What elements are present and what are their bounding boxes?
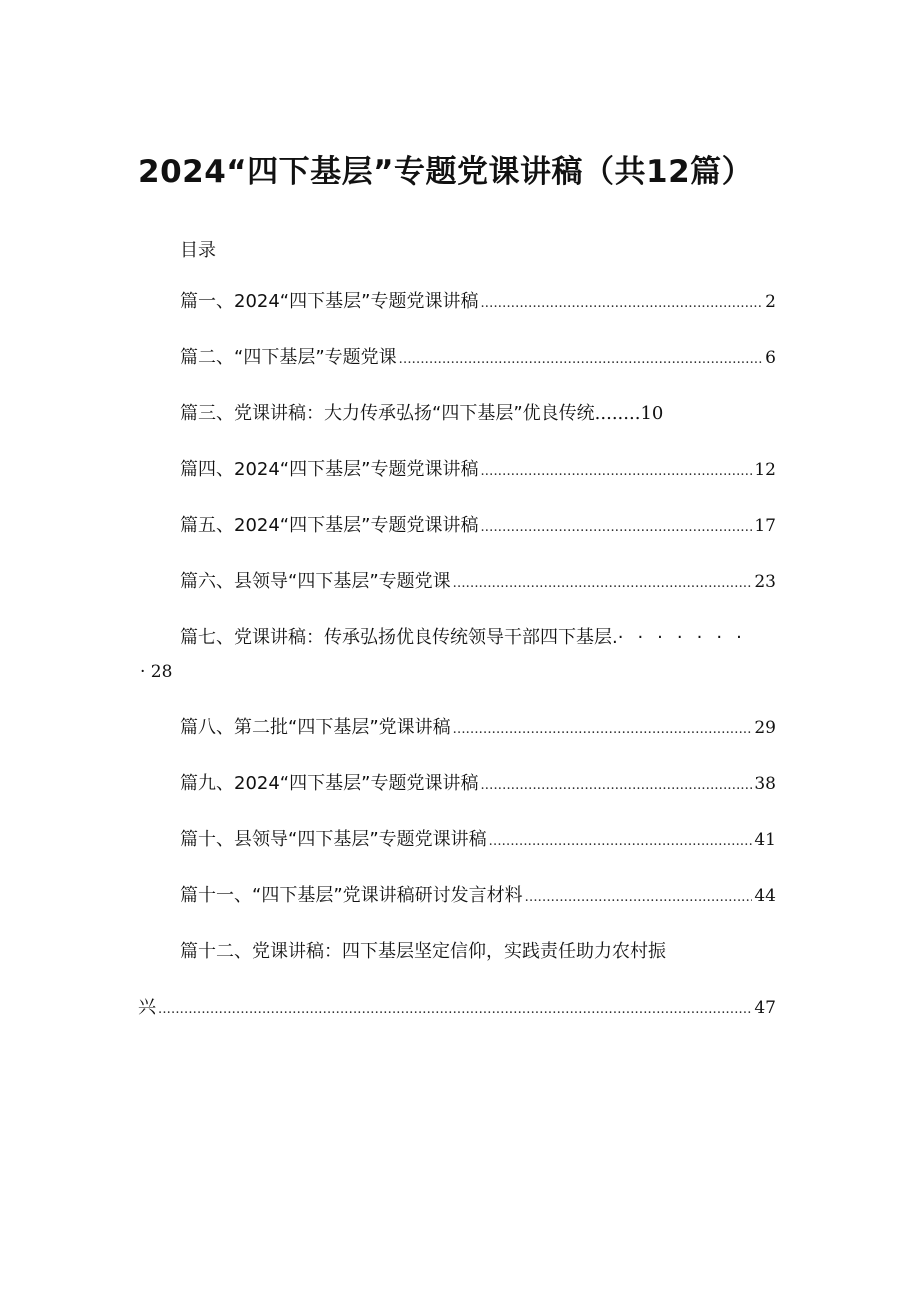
toc-entry[interactable] bbox=[180, 402, 663, 426]
toc-entry-page: 6 bbox=[765, 348, 776, 368]
toc-entry[interactable] bbox=[180, 884, 776, 910]
toc-entry[interactable] bbox=[180, 828, 776, 854]
toc-entry-title: 篇八、第二批“四下基层”党课讲稿 bbox=[180, 717, 451, 738]
toc-leader-dots bbox=[399, 348, 764, 372]
toc-entry-title[interactable]: 篇十二、党课讲稿：四下基层坚定信仰，实践责任助力农村振 bbox=[180, 941, 666, 962]
toc-entry-page: 44 bbox=[754, 886, 776, 906]
toc-entry-title: 篇一、2024“四下基层”专题党课讲稿 bbox=[180, 291, 479, 312]
toc-entry-title: 篇五、2024“四下基层”专题党课讲稿 bbox=[180, 515, 479, 536]
toc-entry-page: 47 bbox=[754, 998, 776, 1018]
toc-entry-title-continuation: 兴 bbox=[138, 997, 156, 1018]
toc-leader-dots bbox=[158, 998, 752, 1022]
toc-entry[interactable] bbox=[180, 458, 776, 484]
toc-entry-page: 38 bbox=[754, 774, 776, 794]
toc-heading: 目录 bbox=[180, 240, 216, 261]
toc-entry-page: 17 bbox=[754, 516, 776, 536]
toc-leader-dots: ······· bbox=[617, 627, 756, 648]
toc-entry-page: 2 bbox=[765, 292, 776, 312]
toc-leader-dots bbox=[453, 572, 753, 596]
toc-leader-dots bbox=[480, 774, 752, 798]
toc-entry[interactable] bbox=[180, 626, 756, 650]
toc-entry-page: 29 bbox=[754, 718, 776, 738]
toc-entry-page: 10 bbox=[640, 403, 664, 424]
toc-entry-title: 篇九、2024“四下基层”专题党课讲稿 bbox=[180, 773, 479, 794]
toc-entry-page: 23 bbox=[754, 572, 776, 592]
toc-entry[interactable] bbox=[180, 716, 776, 742]
toc-entry-title: 篇六、县领导“四下基层”专题党课 bbox=[180, 571, 451, 592]
toc-entry[interactable] bbox=[180, 346, 776, 372]
toc-leader-dots bbox=[480, 292, 763, 316]
toc-leader-dots bbox=[525, 886, 753, 910]
toc-entry-page: 12 bbox=[754, 460, 776, 480]
toc-entry-continuation[interactable] bbox=[138, 996, 776, 1022]
toc-leader-dots bbox=[480, 460, 752, 484]
toc-entry-title: 篇二、“四下基层”专题党课 bbox=[180, 347, 397, 368]
toc-entry-title: 篇三、党课讲稿：大力传承弘扬“四下基层”优良传统 bbox=[180, 403, 595, 424]
toc-entry-page: 41 bbox=[754, 830, 776, 850]
toc-entry[interactable] bbox=[180, 290, 776, 316]
toc-entry[interactable] bbox=[180, 570, 776, 596]
toc-entry-title: 篇十、县领导“四下基层”专题党课讲稿 bbox=[180, 829, 487, 850]
toc-leader-dots bbox=[453, 718, 753, 742]
toc-entry-title: 篇十一、“四下基层”党课讲稿研讨发言材料 bbox=[180, 885, 523, 906]
toc-entry-page: · 28 bbox=[140, 662, 173, 682]
toc-entry-title: 篇四、2024“四下基层”专题党课讲稿 bbox=[180, 459, 479, 480]
toc-leader-dots bbox=[489, 830, 753, 854]
toc-leader-dots bbox=[480, 516, 752, 540]
toc-entry[interactable] bbox=[180, 514, 776, 540]
toc-leader-dots: ........ bbox=[594, 403, 641, 424]
toc-entry[interactable] bbox=[180, 772, 776, 798]
toc-entry-title: 篇七、党课讲稿：传承弘扬优良传统领导干部四下基层. bbox=[180, 627, 618, 648]
document-title: 2024“四下基层”专题党课讲稿（共12篇） bbox=[138, 154, 754, 190]
